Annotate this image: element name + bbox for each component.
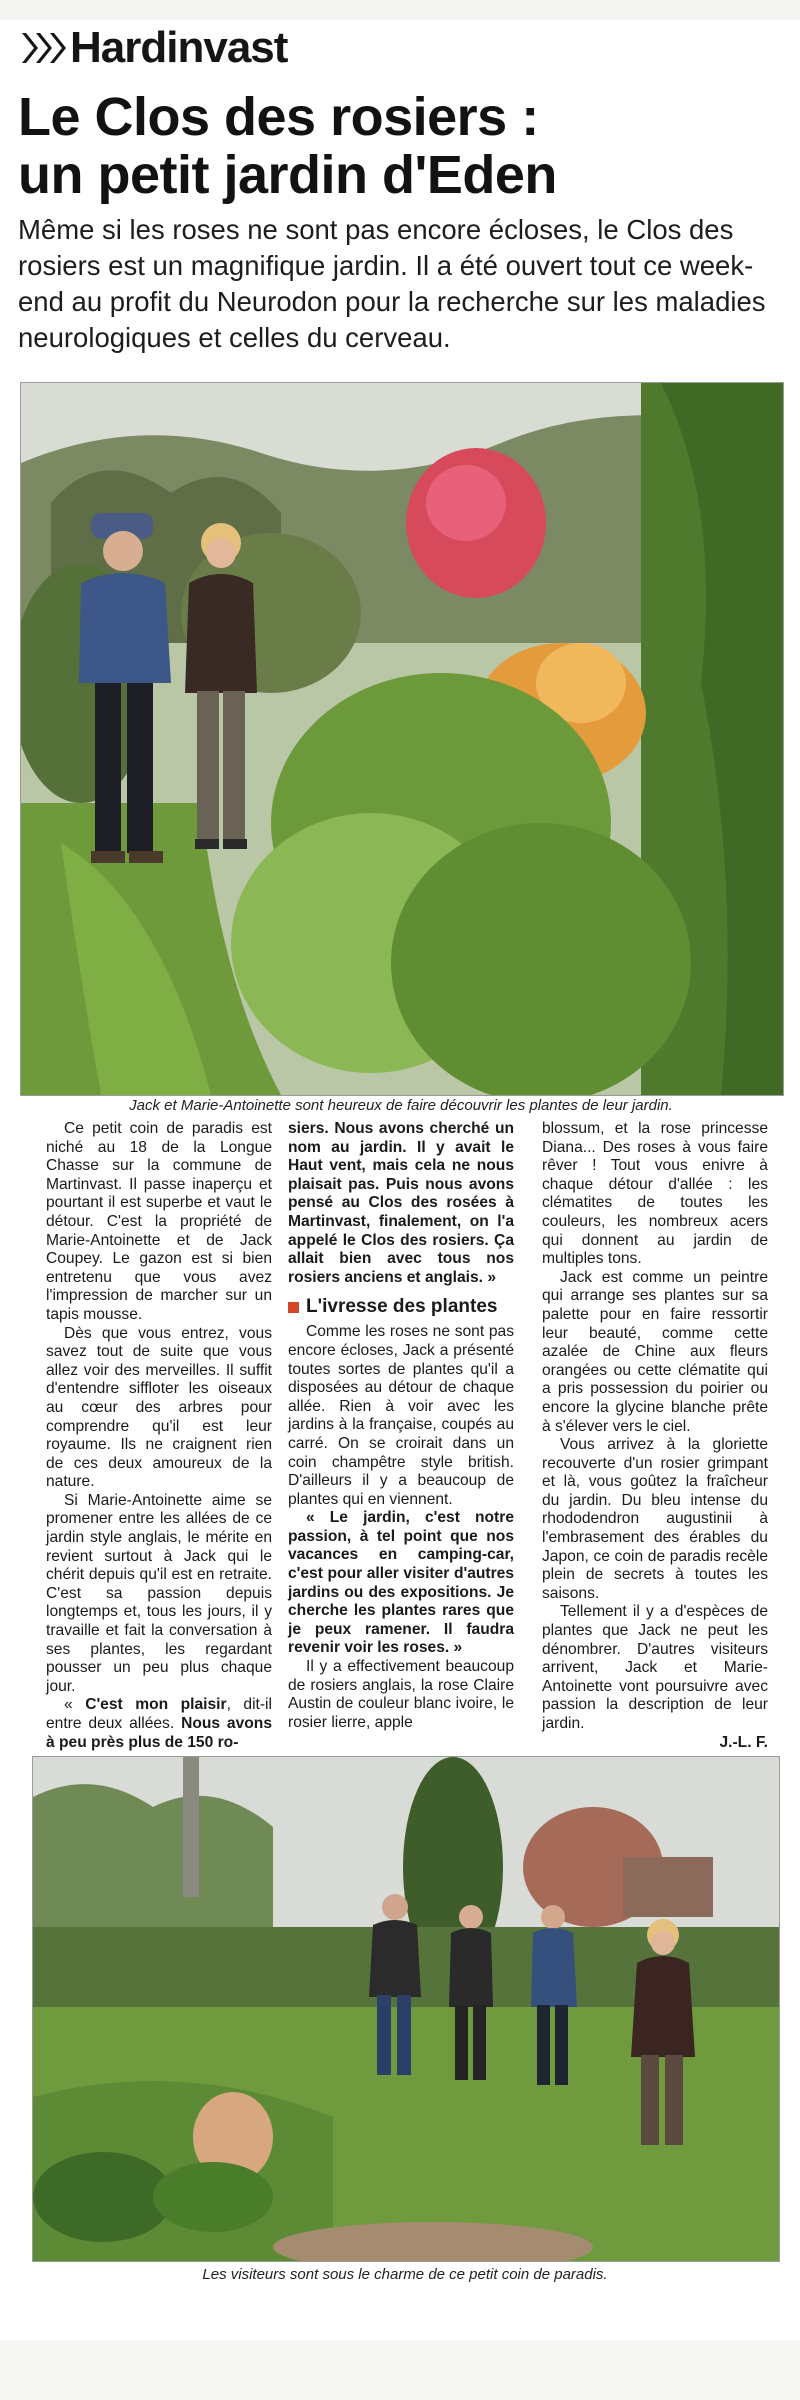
photo2-caption: Les visiteurs sont sous le charme de ce petit coin de paradis. bbox=[202, 2266, 608, 2283]
headline-line-2: un petit jardin d'Eden bbox=[18, 145, 557, 205]
subheading-text: L'ivresse des plantes bbox=[306, 1296, 498, 1318]
paragraph: Il y a effectivement beaucoup de rosiers anglais, la rose Claire Austin de couleur blanc ivoire, le rosier lierre, apple bbox=[288, 1658, 514, 1731]
paragraph: blossum, et la rose princesse Diana... Des roses à vous faire rêver ! Tout vous enivre à chaque détour d'allée : les clématites de toutes les couleurs, les nombreux acers qui donnent au jardin de multiples tons. bbox=[542, 1120, 768, 1268]
article-column-3 bbox=[542, 1120, 768, 1752]
paragraph: Ce petit coin de paradis est niché au 18 de la Longue Chasse sur la commune de Martinvast. Il passe inaperçu et pourtant il est superbe et vaut le détour. C'est la propriété de Marie-Antoinette et de Jack Coupey. Le gazon est si bien entretenu que vous avez l'impression de marcher sur un tapis mousse. bbox=[46, 1120, 272, 1323]
photo-couple-in-garden bbox=[20, 382, 784, 1096]
subheading bbox=[288, 1295, 514, 1319]
page-bottom-margin bbox=[0, 2340, 800, 2400]
quote-bold: C'est mon plaisir bbox=[85, 1696, 227, 1714]
paragraph: Si Marie-Antoinette aime se promener entre les allées de ce jardin style anglais, le mérite en revient surtout à Jack qui le chérit depuis qu'il est en retraite. C'est sa passion depuis longtemps et, tous les jours, il y travaille et fait la conversation à ses plantes, les regardant pousser un peu plus chaque jour. bbox=[46, 1491, 272, 1695]
paragraph: Tellement il y a d'espèces de plantes que Jack ne peut les dénombrer. D'autres visiteurs arrivent, Jack et Marie-Antoinette vont poursuivre avec passion la description de leur jardin. bbox=[542, 1603, 768, 1732]
photo-visitors-in-garden bbox=[32, 1756, 780, 2262]
quote-paragraph bbox=[46, 1696, 272, 1752]
quote-open: « bbox=[64, 1696, 86, 1714]
headline bbox=[18, 88, 778, 204]
section-title: Hardinvast bbox=[70, 23, 288, 72]
red-square-icon bbox=[288, 1302, 299, 1313]
article-column-2 bbox=[288, 1120, 514, 1732]
article-column-1 bbox=[46, 1120, 272, 1752]
paragraph: Dès que vous entrez, vous savez tout de suite que vous allez voir des merveilles. Il suffit d'entendre siffloter les oiseaux au cœur des arbres pour comprendre qu'il est leur royaume. Ils ne craignent rien de ces deux amoureux de la nature. bbox=[46, 1324, 272, 1491]
quote-paragraph: « Le jardin, c'est notre passion, à tel point que nos vacances en camping-car, c'est pour aller visiter d'autres jardins ou des expositions. Je cherche les plantes rares que je peux ramener. Il faudra revenir voir les roses. » bbox=[288, 1509, 514, 1657]
page-top-margin bbox=[0, 0, 800, 20]
quote-bold: Nous avons à peu près plus de 150 ro- bbox=[46, 1715, 272, 1751]
quote-continuation: siers. Nous avons cherché un nom au jardin. Il y avait le Haut vent, mais cela ne nous plaisait pas. Puis nous avons pensé au Clos des rosées à Martinvast, finalement, on l'a appelé le Clos des rosiers. Ça allait bien avec tous nos rosiers anciens et anglais. » bbox=[288, 1120, 514, 1286]
paragraph: Jack est comme un peintre qui arrange ses plantes sur sa palette pour en faire ressortir leur beauté, comme cette azalée de Chine aux fleurs orangées ou cette clématite qui a pris possession du poirier ou encore la glycine blanche prête à s'élever vers le ciel. bbox=[542, 1268, 768, 1435]
author-signature: J.-L. F. bbox=[719, 1733, 768, 1751]
section-kicker bbox=[20, 22, 287, 74]
headline-line-1: Le Clos des rosiers : bbox=[18, 87, 539, 147]
paragraph: Comme les roses ne sont pas encore écloses, Jack a présenté toutes sortes de plantes qu'il a disposées au détour de chaque allée. Rien à voir avec les jardins à la française, coupés au carré. On se croirait dans un coin champêtre style british. D'ailleurs il y a beaucoup de plantes qui en viennent. bbox=[288, 1323, 514, 1508]
chevrons-icon bbox=[20, 31, 62, 65]
standfirst: Même si les roses ne sont pas encore écloses, le Clos des rosiers est un magnifique jardin. Il a été ouvert tout ce week-end au profit du Neurodon pour la recherche sur les maladies neurologiques et celles du cerveau. bbox=[18, 214, 766, 353]
paragraph: Vous arrivez à la gloriette recouverte d'un rosier grimpant et là, vous goûtez la fraîcheur du jardin. Du bleu intense du rhododendron augustinii à l'embrasement des érables du Japon, ce coin de paradis recèle plein de secrets à toutes les saisons. bbox=[542, 1436, 768, 1602]
photo1-caption: Jack et Marie-Antoinette sont heureux de faire découvrir les plantes de leur jardin. bbox=[129, 1097, 673, 1114]
quote-attribution: , dit-il entre deux allées. bbox=[46, 1696, 272, 1732]
